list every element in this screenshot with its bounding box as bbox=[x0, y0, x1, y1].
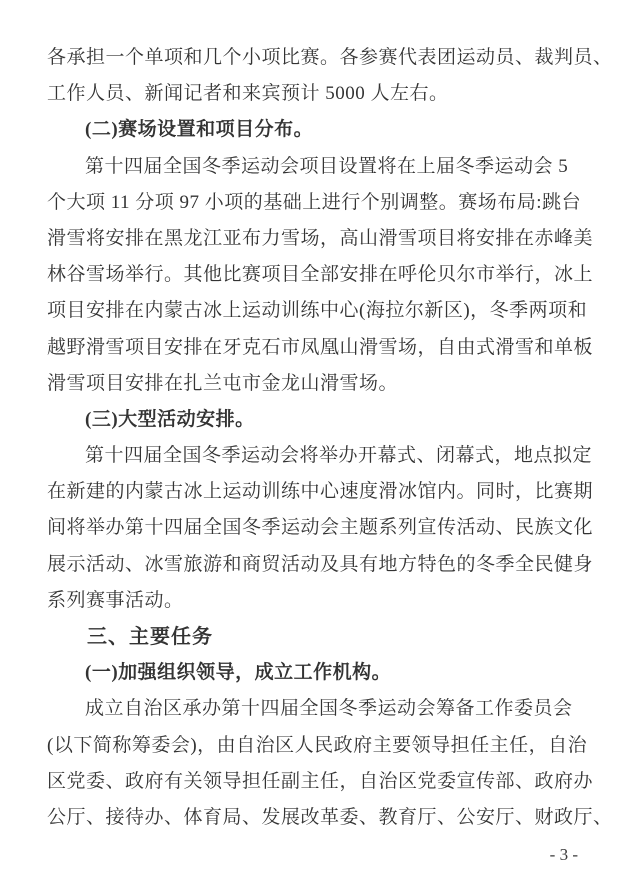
text-line: 滑雪项目安排在扎兰屯市金龙山滑雪场。 bbox=[47, 372, 399, 394]
text-line: 区党委、政府有关领导担任副主任，自治区党委宣传部、政府办 bbox=[47, 770, 594, 792]
text-line: 展示活动、冰雪旅游和商贸活动及具有地方特色的冬季全民健身 bbox=[47, 553, 594, 575]
text-line: 公厅、接待办、体育局、发展改革委、教育厅、公安厅、财政厅、 bbox=[47, 806, 613, 828]
text-line: 个大项 11 分项 97 小项的基础上进行个别调整。赛场布局:跳台 bbox=[47, 191, 582, 213]
text-line: (一)加强组织领导，成立工作机构。 bbox=[85, 662, 392, 684]
text-line: 第十四届全国冬季运动会将举办开幕式、闭幕式，地点拟定 bbox=[85, 445, 593, 467]
text-line: 越野滑雪项目安排在牙克石市凤凰山滑雪场，自由式滑雪和单板 bbox=[47, 336, 594, 358]
text-line: 间将举办第十四届全国冬季运动会主题系列宣传活动、民族文化 bbox=[47, 517, 594, 539]
text-line: 系列赛事活动。 bbox=[47, 589, 184, 611]
text-line: 第十四届全国冬季运动会项目设置将在上届冬季运动会 5 bbox=[85, 155, 569, 177]
text-line: 成立自治区承办第十四届全国冬季运动会筹备工作委员会 bbox=[85, 698, 573, 720]
text-line: 在新建的内蒙古冰上运动训练中心速度滑冰馆内。同时，比赛期 bbox=[47, 481, 594, 503]
document-body bbox=[47, 40, 613, 836]
text-line: (三)大型活动安排。 bbox=[85, 408, 255, 430]
text-line: 滑雪将安排在黑龙江亚布力雪场，高山滑雪项目将安排在赤峰美 bbox=[47, 227, 594, 249]
text-line: (以下简称筹委会)，由自治区人民政府主要领导担任主任，自治 bbox=[47, 734, 588, 756]
text-line: 各承担一个单项和几个小项比赛。各参赛代表团运动员、裁判员、 bbox=[47, 47, 613, 68]
page-number: - 3 - bbox=[549, 845, 578, 864]
text-line: 工作人员、新闻记者和来宾预计 5000 人左右。 bbox=[47, 83, 449, 105]
text-line: 林谷雪场举行。其他比赛项目全部安排在呼伦贝尔市举行，冰上 bbox=[47, 264, 594, 286]
text-line: (二)赛场设置和项目分布。 bbox=[85, 119, 314, 141]
text-line: 三、主要任务 bbox=[87, 626, 213, 648]
text-line: 项目安排在内蒙古冰上运动训练中心(海拉尔新区)，冬季两项和 bbox=[47, 300, 588, 322]
